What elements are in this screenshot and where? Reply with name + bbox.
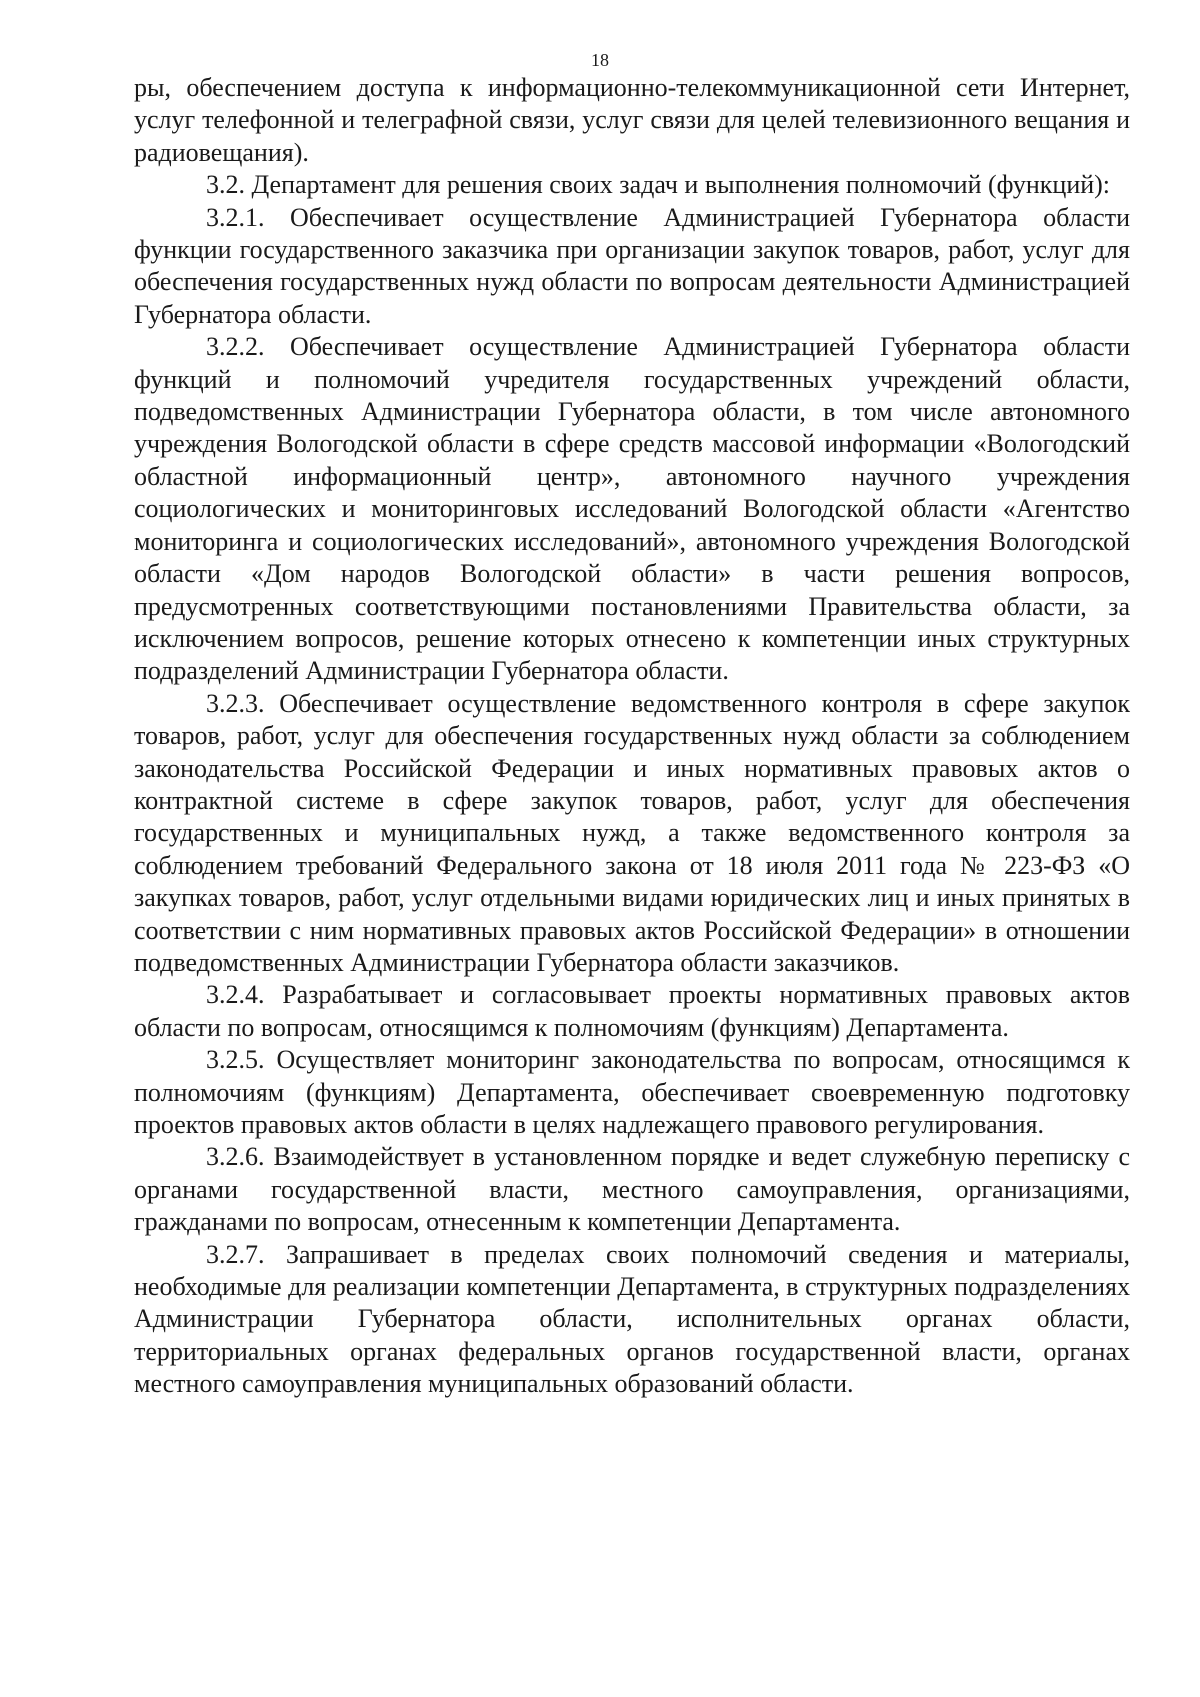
paragraph-3-2-6: 3.2.6. Взаимодействует в установленном порядке и ведет служебную переписку с органами государственной власти, местного самоуправления, организациями, гражданами по вопросам, отнесенным к компетенции Департамента.	[134, 1142, 1130, 1237]
paragraph-3-2-5: 3.2.5. Осуществляет мониторинг законодательства по вопросам, относящимся к полномочиям (функциям) Департамента, обеспечивает своевременную подготовку проектов правовых актов области в целях надлежащего правового регулирования.	[134, 1045, 1130, 1139]
document-body	[134, 72, 1130, 1401]
paragraph-3-2-4: 3.2.4. Разрабатывает и согласовывает проекты нормативных правовых актов области по вопросам, относящимся к полномочиям (функциям) Департамента.	[134, 980, 1130, 1042]
paragraph-3-2-3: 3.2.3. Обеспечивает осуществление ведомственного контроля в сфере закупок товаров, работ, услуг для обеспечения государственных нужд области за соблюдением законодательства Российской Федерации и иных нормативных правовых актов о контрактной системе в сфере закупок товаров, работ, услуг для обеспечения государственных и муниципальных нужд, а также ведомственного контроля за соблюдением требований Федерального закона от 18 июля 2011 года № 223-ФЗ «О закупках товаров, работ, услуг отдельными видами юридических лиц и иных принятых в соответствии с ним нормативных правовых актов Российской Федерации» в отношении подведомственных Администрации Губернатора области заказчиков.	[134, 688, 1130, 977]
paragraph-3-2-2: 3.2.2. Обеспечивает осуществление Администрацией Губернатора области функций и полномочий учредителя государственных учреждений области, подведомственных Администрации Губернатора области, в том числе автономного учреждения Вологодской области в сфере средств массовой информации «Вологодский областной информационный центр», автономного научного учреждения социологических и мониторинговых исследований Вологодской области «Агентство мониторинга и социологических исследований», автономного учреждения Вологодской области «Дом народов Вологодской области» в части решения вопросов, предусмотренных соответствующими постановлениями Правительства области, за исключением вопросов, решение которых отнесено к компетенции иных структурных подразделений Администрации Губернатора области.	[134, 332, 1130, 686]
paragraph-continuation: ры, обеспечением доступа к информационно-телекоммуникационной сети Интернет, услуг телефонной и телеграфной связи, услуг связи для целей телевизионного вещания и радиовещания).	[134, 73, 1130, 167]
paragraph-3-2-7: 3.2.7. Запрашивает в пределах своих полномочий сведения и материалы, необходимые для реализации компетенции Департамента, в структурных подразделениях Администрации Губернатора области, исполнительных органах области, территориальных органах федеральных органов государственной власти, органах местного самоуправления муниципальных образований области.	[134, 1239, 1130, 1399]
paragraph-3-2-1: 3.2.1. Обеспечивает осуществление Администрацией Губернатора области функции государственного заказчика при организации закупок товаров, работ, услуг для обеспечения государственных нужд области по вопросам деятельности Администрацией Губернатора области.	[134, 202, 1130, 329]
paragraph-3-2: 3.2. Департамент для решения своих задач и выполнения полномочий (функций):	[206, 170, 1111, 200]
page-number: 18	[591, 50, 609, 70]
